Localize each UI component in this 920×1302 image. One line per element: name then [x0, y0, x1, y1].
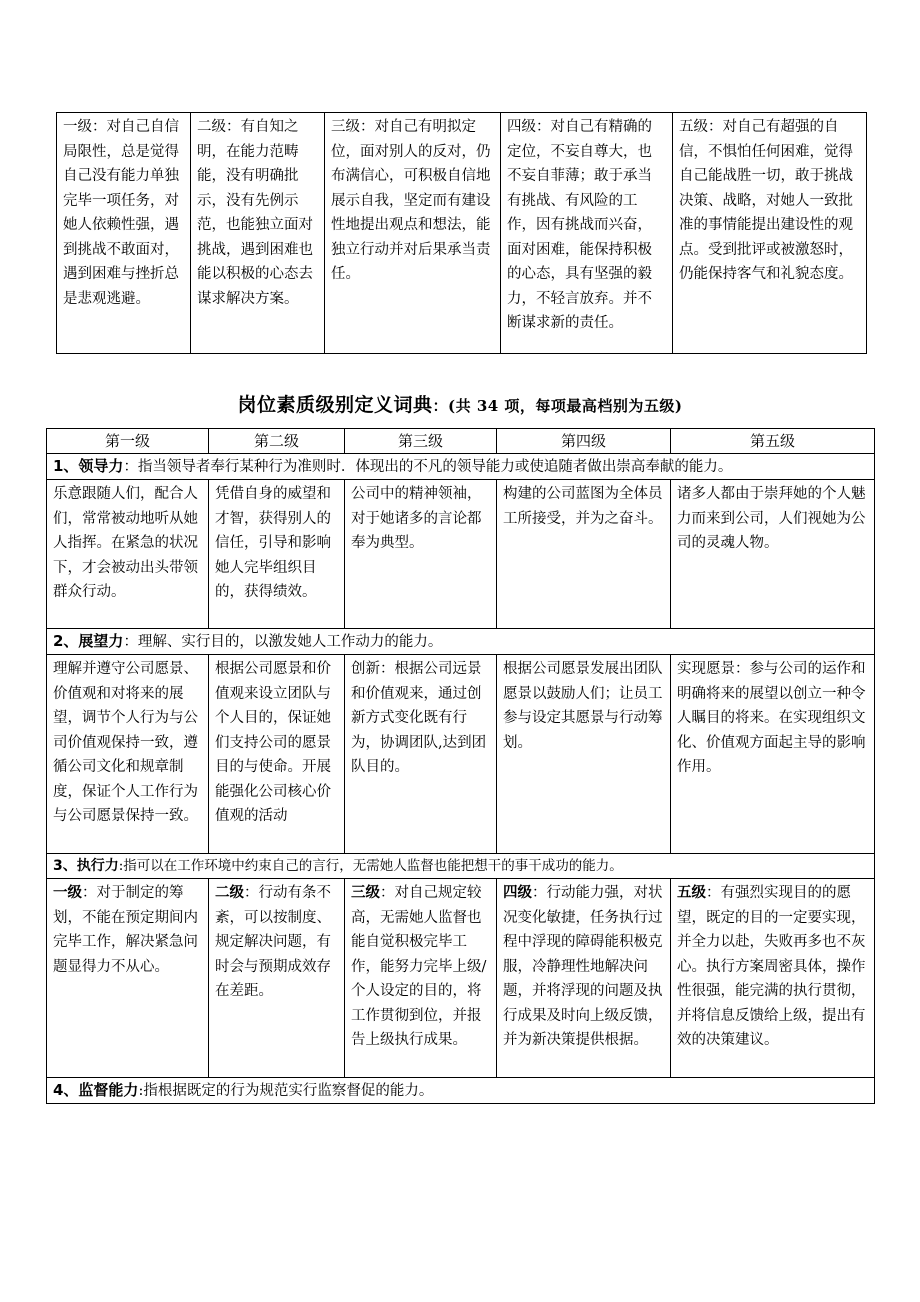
- level-label: 一级: [53, 885, 82, 901]
- section-heading: [47, 629, 875, 655]
- section-key: 1、领导力: [53, 457, 124, 475]
- section-row-supervision: [47, 1078, 875, 1104]
- level-label: 五级: [677, 885, 706, 901]
- cell: 创新：根据公司远景和价值观来，通过创新方式变化既有行为，协调团队,达到团队目的。: [345, 655, 497, 854]
- table-row: [47, 655, 875, 854]
- header-row: [47, 429, 875, 454]
- section-key: 3、执行力: [53, 858, 119, 874]
- header-level-1: 第一级: [47, 429, 209, 454]
- section-desc: :指可以在工作环境中约束自己的言行，无需她人监督也能把想干的事干成功的能力。: [118, 858, 623, 874]
- table-row: [47, 480, 875, 629]
- top-cell-level-1: 一级：对自己自信局限性，总是觉得自己没有能力单独完毕一项任务，对她人依赖性强，遇到挑战不敢面对，遇到困难与挫折总是悲观逃避。: [57, 113, 191, 354]
- cell-text: ：对自己规定较高，无需她人监督也能自觉积极完毕工作，能努力完毕上级/个人设定的目的，将工作贯彻到位，并报告上级执行成果。: [351, 885, 487, 1048]
- cell: 理解并遵守公司愿景、价值观和对将来的展望，调节个人行为与公司价值观保持一致，遵循公司文化和规章制度，保证个人工作行为与公司愿景保持一致。: [47, 655, 209, 854]
- title-main: 岗位素质级别定义词典: [237, 394, 433, 416]
- section-desc: :指根据既定的行为规范实行监察督促的能力。: [138, 1083, 434, 1099]
- competency-dictionary-table: [46, 428, 875, 1104]
- cell-text: ：行动有条不紊，可以按制度、规定解决问题，有时会与预期成效存在差距。: [215, 885, 331, 999]
- section-row-leadership: [47, 454, 875, 480]
- section-heading: [47, 854, 875, 879]
- section-key: 4、监督能力: [53, 1081, 139, 1099]
- cell: [209, 879, 345, 1078]
- cell: 凭借自身的威望和才智，获得别人的信任，引导和影响她人完毕组织目的，获得绩效。: [209, 480, 345, 629]
- top-cell-level-5: 五级：对自己有超强的自信，不惧怕任何困难，觉得自己能战胜一切，敢于挑战决策、战略，对她人一致批准的事情能提出建设性的观点。受到批评或被激怒时，仍能保持客气和礼貌态度。: [673, 113, 867, 354]
- cell: 诸多人都由于崇拜她的个人魅力而来到公司，人们视她为公司的灵魂人物。: [671, 480, 875, 629]
- cell: [47, 879, 209, 1078]
- header-level-4: 第四级: [497, 429, 671, 454]
- cell-text: ：对于制定的筹划，不能在预定期间内完毕工作，解决紧急问题显得力不从心。: [53, 885, 198, 975]
- cell: [671, 879, 875, 1078]
- top-cell-level-4: 四级：对自己有精确的定位，不妄自尊大，也不妄自菲薄；敢于承当有挑战、有风险的工作，因有挑战而兴奋，面对困难，能保持积极的心态，具有坚强的毅力，不轻言放弃。并不断谋求新的责任。: [501, 113, 673, 354]
- level-label: 四级: [503, 885, 532, 901]
- table-row: [47, 879, 875, 1078]
- cell-text: ：行动能力强，对状况变化敏捷，任务执行过程中浮现的障碍能积极克服，冷静理性地解决问题，并将浮现的问题及执行成果及时向上级反馈，并为新决策提供根据。: [503, 885, 663, 1048]
- level-label: 三级: [351, 885, 380, 901]
- section-row-vision: [47, 629, 875, 655]
- section-row-execution: [47, 854, 875, 879]
- section-desc: ：理解、实行目的，以激发她人工作动力的能力。: [123, 634, 443, 650]
- cell: 构建的公司蓝图为全体员工所接受，并为之奋斗。: [497, 480, 671, 629]
- page-title: [0, 390, 920, 417]
- cell-text: ：有强烈实现目的的愿望，既定的目的一定要实现，并全力以赴，失败再多也不灰心。执行方案周密具体，操作性很强，能完满的执行贯彻，并将信息反馈给上级，提出有效的决策建议。: [677, 885, 866, 1048]
- section-heading: [47, 454, 875, 480]
- header-level-2: 第二级: [209, 429, 345, 454]
- top-cell-level-3: 三级：对自己有明拟定位，面对别人的反对，仍布满信心，可积极自信地展示自我，坚定而有建设性地提出观点和想法，能独立行动并对后果承当责任。: [325, 113, 501, 354]
- table-row: [57, 113, 867, 354]
- section-desc: ：指当领导者奉行某种行为准则时．体现出的不凡的领导能力或使追随者做出崇高奉献的能力。: [123, 459, 733, 475]
- header-level-5: 第五级: [671, 429, 875, 454]
- title-note: ：(共 34 项，每项最高档别为五级): [432, 397, 683, 415]
- cell: 实现愿景：参与公司的运作和明确将来的展望以创立一种令人瞩目的将来。在实现组织文化、价值观方面起主导的影响作用。: [671, 655, 875, 854]
- top-cell-level-2: 二级：有自知之明，在能力范畴能，没有明确批示，没有先例示范，也能独立面对挑战，遇到困难也能以积极的心态去谋求解决方案。: [191, 113, 325, 354]
- level-label: 二级: [215, 885, 244, 901]
- cell: 根据公司愿景和价值观来设立团队与个人目的，保证她们支持公司的愿景目的与使命。开展能强化公司核心价值观的活动: [209, 655, 345, 854]
- section-key: 2、展望力: [53, 632, 124, 650]
- header-level-3: 第三级: [345, 429, 497, 454]
- section-heading: [47, 1078, 875, 1104]
- cell: [497, 879, 671, 1078]
- cell: 公司中的精神领袖，对于她诸多的言论都奉为典型。: [345, 480, 497, 629]
- cell: 根据公司愿景发展出团队愿景以鼓励人们；让员工参与设定其愿景与行动筹划。: [497, 655, 671, 854]
- cell: [345, 879, 497, 1078]
- cell: 乐意跟随人们，配合人们，常常被动地听从她人指挥。在紧急的状况下，才会被动出头带领群众行动。: [47, 480, 209, 629]
- top-level-table: [56, 112, 867, 354]
